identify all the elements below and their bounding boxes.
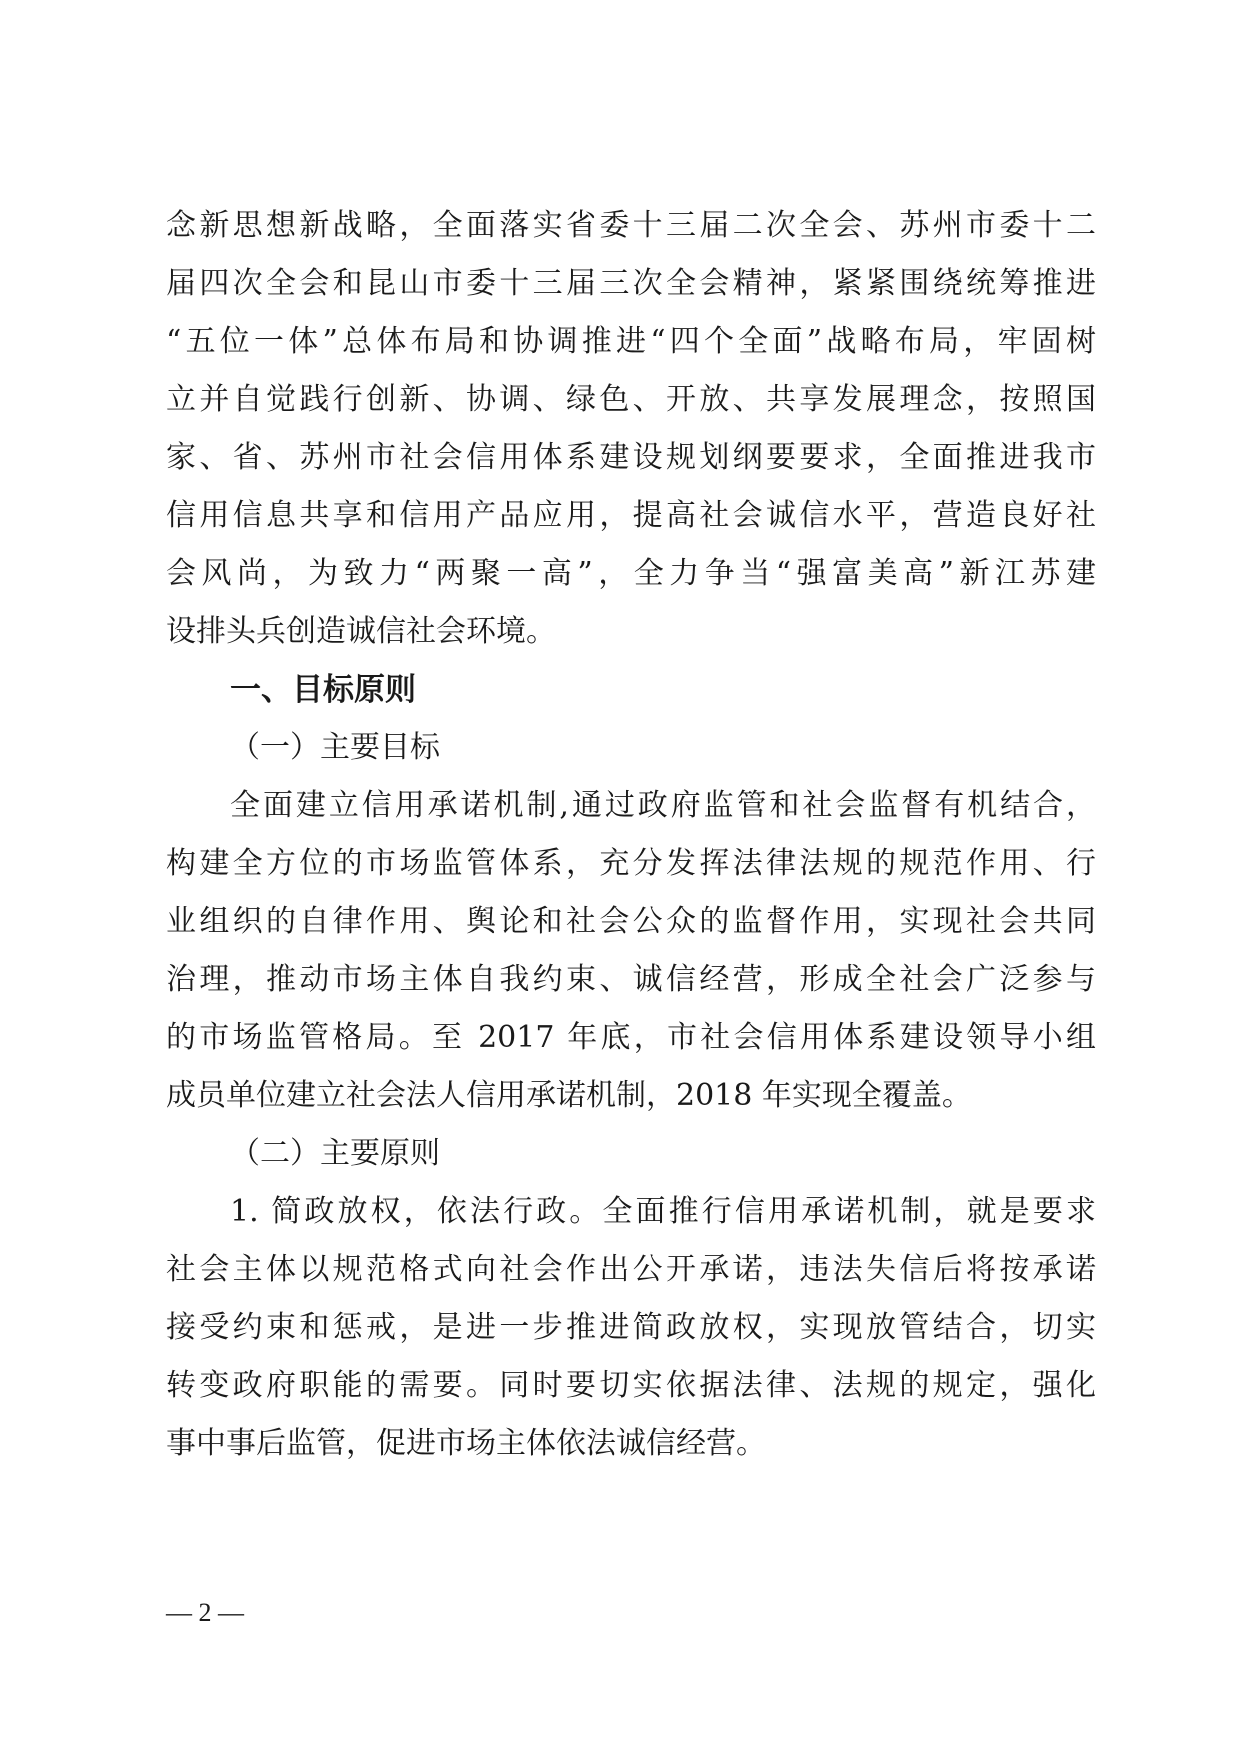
text-line: 成员单位建立社会法人信用承诺机制，2018 年实现全覆盖。 — [166, 1078, 972, 1113]
text-line: 设排头兵创造诚信社会环境。 — [166, 614, 556, 649]
text-line: 接受约束和惩戒，是进一步推进简政放权，实现放管结合，切实 — [166, 1310, 1096, 1345]
text-line: 业组织的自律作用、舆论和社会公众的监督作用，实现社会共同 — [166, 904, 1096, 939]
text-line: 家、省、苏州市社会信用体系建设规划纲要要求，全面推进我市 — [166, 440, 1096, 475]
text-line: 届四次全会和昆山市委十三届三次全会精神，紧紧围绕统筹推进 — [166, 266, 1096, 301]
subsection-heading: （一）主要目标 — [230, 730, 440, 765]
page-number: — 2 — — [166, 1598, 244, 1627]
text-line: 立并自觉践行创新、协调、绿色、开放、共享发展理念，按照国 — [166, 382, 1096, 417]
text-line: 转变政府职能的需要。同时要切实依据法律、法规的规定，强化 — [166, 1368, 1096, 1403]
text-line: 念新思想新战略，全面落实省委十三届二次全会、苏州市委十二 — [166, 208, 1096, 243]
text-line: 社会主体以规范格式向社会作出公开承诺，违法失信后将按承诺 — [166, 1252, 1096, 1287]
text-line: 的市场监管格局。至 2017 年底，市社会信用体系建设领导小组 — [166, 1020, 1096, 1055]
text-line: “五位一体”总体布局和协调推进“四个全面”战略布局，牢固树 — [166, 324, 1096, 359]
subsection-heading: （二）主要原则 — [230, 1136, 440, 1171]
text-line: 信用信息共享和信用产品应用，提高社会诚信水平，营造良好社 — [166, 498, 1096, 533]
text-line: 构建全方位的市场监管体系，充分发挥法律法规的规范作用、行 — [166, 846, 1096, 881]
section-heading: 一、目标原则 — [230, 672, 416, 708]
text-line: 事中事后监管，促进市场主体依法诚信经营。 — [166, 1426, 766, 1461]
text-line: 会风尚，为致力“两聚一高”，全力争当“强富美高”新江苏建 — [166, 556, 1096, 591]
text-line: 1. 简政放权，依法行政。全面推行信用承诺机制，就是要求 — [230, 1194, 1096, 1229]
text-line: 全面建立信用承诺机制,通过政府监管和社会监督有机结合， — [230, 788, 1096, 823]
text-line: 治理，推动市场主体自我约束、诚信经营，形成全社会广泛参与 — [166, 962, 1096, 997]
